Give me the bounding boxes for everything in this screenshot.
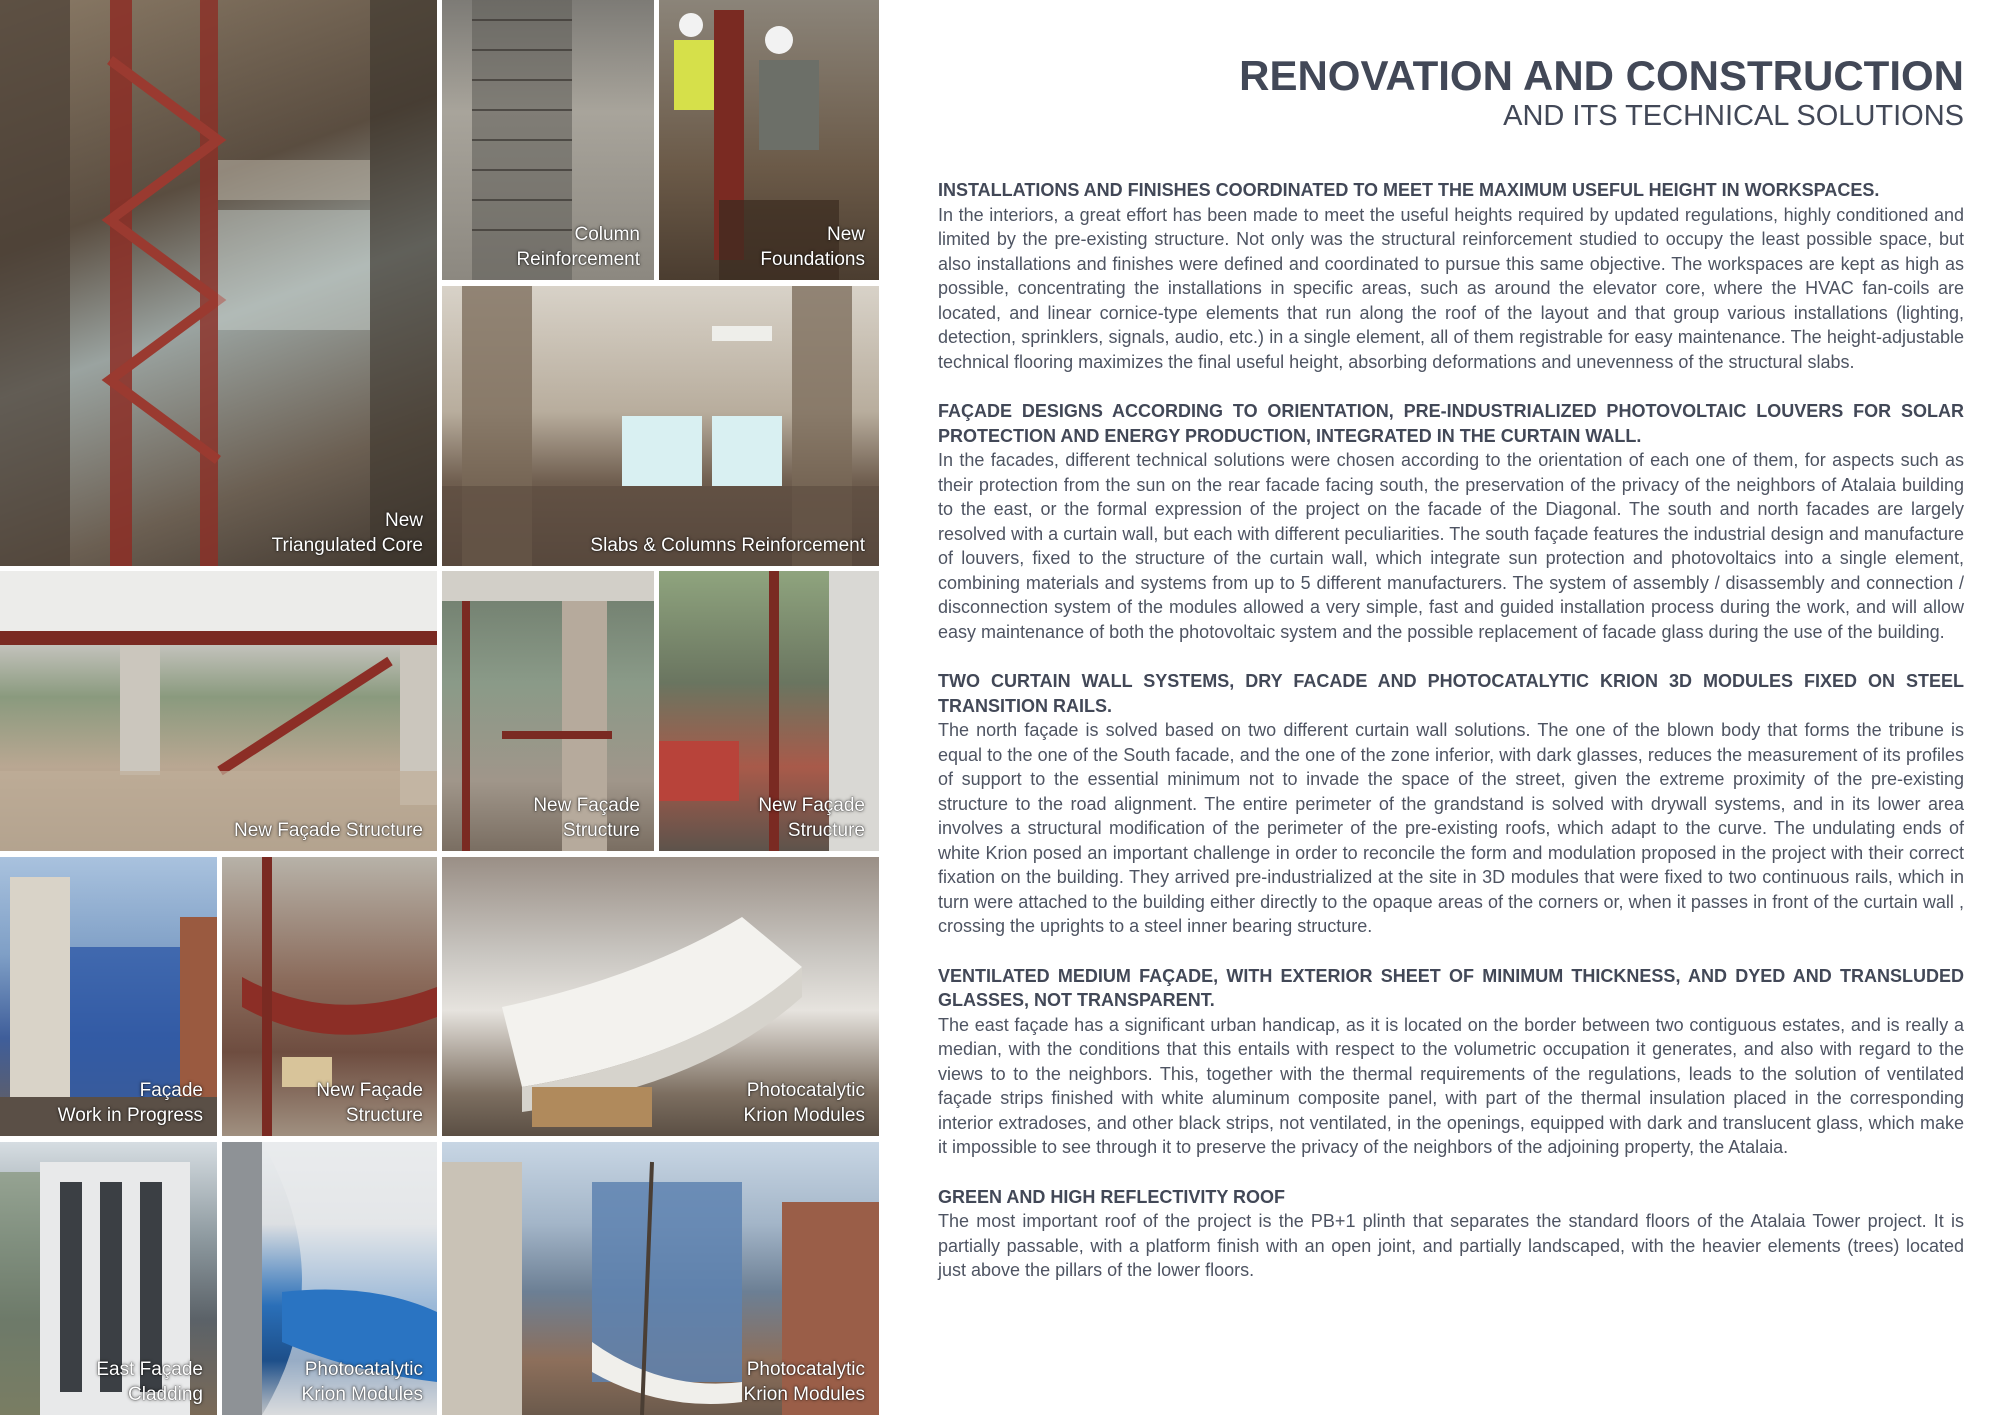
section-green-roof	[938, 1185, 1964, 1283]
photo-slabs-columns	[442, 286, 879, 566]
photo-new-facade-structure-2	[442, 571, 654, 851]
page-subtitle: AND ITS TECHNICAL SOLUTIONS	[1503, 100, 1964, 132]
photo-caption: New Triangulated Core	[271, 510, 423, 556]
section-body: The east façade has a significant urban handicap, as it is located on the border between two contiguous estates, and is really a median, with the conditions that this entails with respect to the volumetric occupation it generates, and also with regard to the views to to the neighbors. This, together with the thermal requirements of the regulations, leads to the solution of ventilated façade strips finished with white aluminum composite panel, with part of the thermal insulation placed in the corresponding interior extradoses, and other black strips, not ventilated, in the openings, equipped with dark and translucent glass, which make it impossible to see through it to preserve the privacy of the neighbors of the adjoining property, the Atalaia.	[938, 1014, 1964, 1157]
section-heading: VENTILATED MEDIUM FAÇADE, WITH EXTERIOR SHEET OF MINIMUM THICKNESS, AND DYED AND TRANSLUDED GLASSES, NOT TRANSPARENT.	[938, 965, 1964, 1010]
photo-caption: Photocatalytic Krion Modules	[301, 1359, 423, 1405]
section-body: In the facades, different technical solutions were chosen according to the orientation of each one of them, for aspects such as their protection from the sun on the rear facade facing south, the preservation of the privacy of the neighbors of Atalaia building to the east, or the formal expression of the project on the facade of the Diagonal. The south and north facades are largely resolved with a curtain wall, but each with different peculiarities. The south façade features the industrial design and manufacture of louvers, fixed to the structure of the curtain wall, which integrate sun protection and photovoltaics into a single element, combining materials and systems from up to 5 different manufacturers. The system of assembly / disassembly and connection / disconnection system of the modules allowed a very simple, fast and guided installation process during the work, and will allow easy maintenance of both the photovoltaic system and the possible replacement of facade glass during the use of the building.	[938, 450, 1964, 642]
page-title: RENOVATION AND CONSTRUCTION	[1239, 52, 1964, 99]
photo-collage	[0, 0, 880, 1415]
photo-caption: New Façade Structure	[316, 1080, 423, 1126]
section-heading: INSTALLATIONS AND FINISHES COORDINATED TO MEET THE MAXIMUM USEFUL HEIGHT IN WORKSPACES.	[938, 180, 1880, 200]
section-heading: GREEN AND HIGH REFLECTIVITY ROOF	[938, 1186, 1286, 1207]
section-curtain-wall	[938, 669, 1964, 939]
photo-caption: New Façade Structure	[233, 820, 423, 841]
photo-caption: New Foundations	[760, 224, 865, 270]
photo-krion-modules-1	[442, 857, 879, 1136]
photo-east-facade-cladding	[0, 1142, 217, 1415]
sections	[938, 178, 1964, 1308]
section-body: The north façade is solved based on two different curtain wall solutions. The one of the blown body that forms the tribune is equal to the one of the South facade, and the one of the zone inferior, with dark glasses, reduces the measurement of its profiles of support to the essential minimum not to invade the space of the street, given the extreme proximity of the pre-existing structure to the road alignment. The entire perimeter of the grandstand is solved with drywall systems, and in its lower area involves a structural modification of the perimeter of the pre-existing roofs, which adapt to the curve. The undulating ends of white Krion posed an important challenge in order to reconcile the form and modulation proposed in the project with their correct fixation on the building. They arrived pre-industrialized at the site in 3D modules that were fixed to two continuous rails, which in turn were attached to the building either directly to the opaque areas of the corners or, when it passes in front of the curtain wall , crossing the uprights to a steel inner bearing structure.	[938, 720, 1964, 936]
section-facade-designs	[938, 399, 1964, 644]
section-ventilated-facade	[938, 964, 1964, 1160]
photo-caption: Façade Work in Progress	[57, 1080, 203, 1126]
photo-caption: Photocatalytic Krion Modules	[743, 1359, 865, 1405]
section-installations	[938, 178, 1964, 374]
photo-caption: Column Reinforcement	[516, 224, 640, 270]
photo-column-reinforcement	[442, 0, 654, 280]
photo-new-foundations	[659, 0, 879, 280]
section-body: In the interiors, a great effort has been made to meet the useful heights required by updated regulations, highly conditioned and limited by the pre-existing structure. Not only was the structural reinforcement studied to occupy the least possible space, but also installations and finishes were defined and coordinated to pursue this same objective. The workspaces are kept as high as possible, concentrating the installations in specific areas, such as around the elevator core, where the HVAC fan-coils are located, and linear cornice-type elements that run along the roof of the layout and that group various installations (lighting, detection, sprinklers, signals, audio, etc.) in a single element, all of them registrable for easy maintenance. The height-adjustable technical flooring maximizes the final useful height, absorbing deformations and unevenness of the structural slabs.	[938, 204, 1964, 372]
photo-facade-work-in-progress	[0, 857, 217, 1136]
section-body: The most important roof of the project is the PB+1 plinth that separates the standard floors of the Atalaia Tower project. It is partially passable, with a platform finish with an open joint, and partially landscaped, with the heavier elements (trees) located just above the pillars of the lower floors.	[938, 1211, 1964, 1280]
photo-krion-modules-2	[222, 1142, 437, 1415]
photo-new-facade-structure-4	[222, 857, 437, 1136]
photo-caption: East Façade Cladding	[96, 1359, 203, 1405]
photo-triangulated-core	[0, 0, 437, 566]
photo-new-facade-structure-wide	[0, 571, 437, 851]
photo-new-facade-structure-3	[659, 571, 879, 851]
photo-slabs-columns-image	[442, 286, 879, 566]
photo-krion-modules-3	[442, 1142, 879, 1415]
photo-triangulated-core-image	[0, 0, 437, 566]
photo-new-facade-structure-wide-image	[0, 571, 437, 851]
section-heading: TWO CURTAIN WALL SYSTEMS, DRY FACADE AND PHOTOCATALYTIC KRION 3D MODULES FIXED ON STEEL TRANSITION RAILS.	[938, 671, 1964, 716]
photo-caption: Photocatalytic Krion Modules	[743, 1080, 865, 1126]
photo-caption: New Façade Structure	[533, 795, 640, 841]
photo-caption: Slabs & Columns Reinforcement	[590, 535, 865, 556]
section-heading: FAÇADE DESIGNS ACCORDING TO ORIENTATION, PRE-INDUSTRIALIZED PHOTOVOLTAIC LOUVERS FOR SOLAR PROTECTION AND ENERGY PRODUCTION, INTEGRATED IN THE CURTAIN WALL.	[938, 401, 1964, 446]
photo-caption: New Façade Structure	[758, 795, 865, 841]
